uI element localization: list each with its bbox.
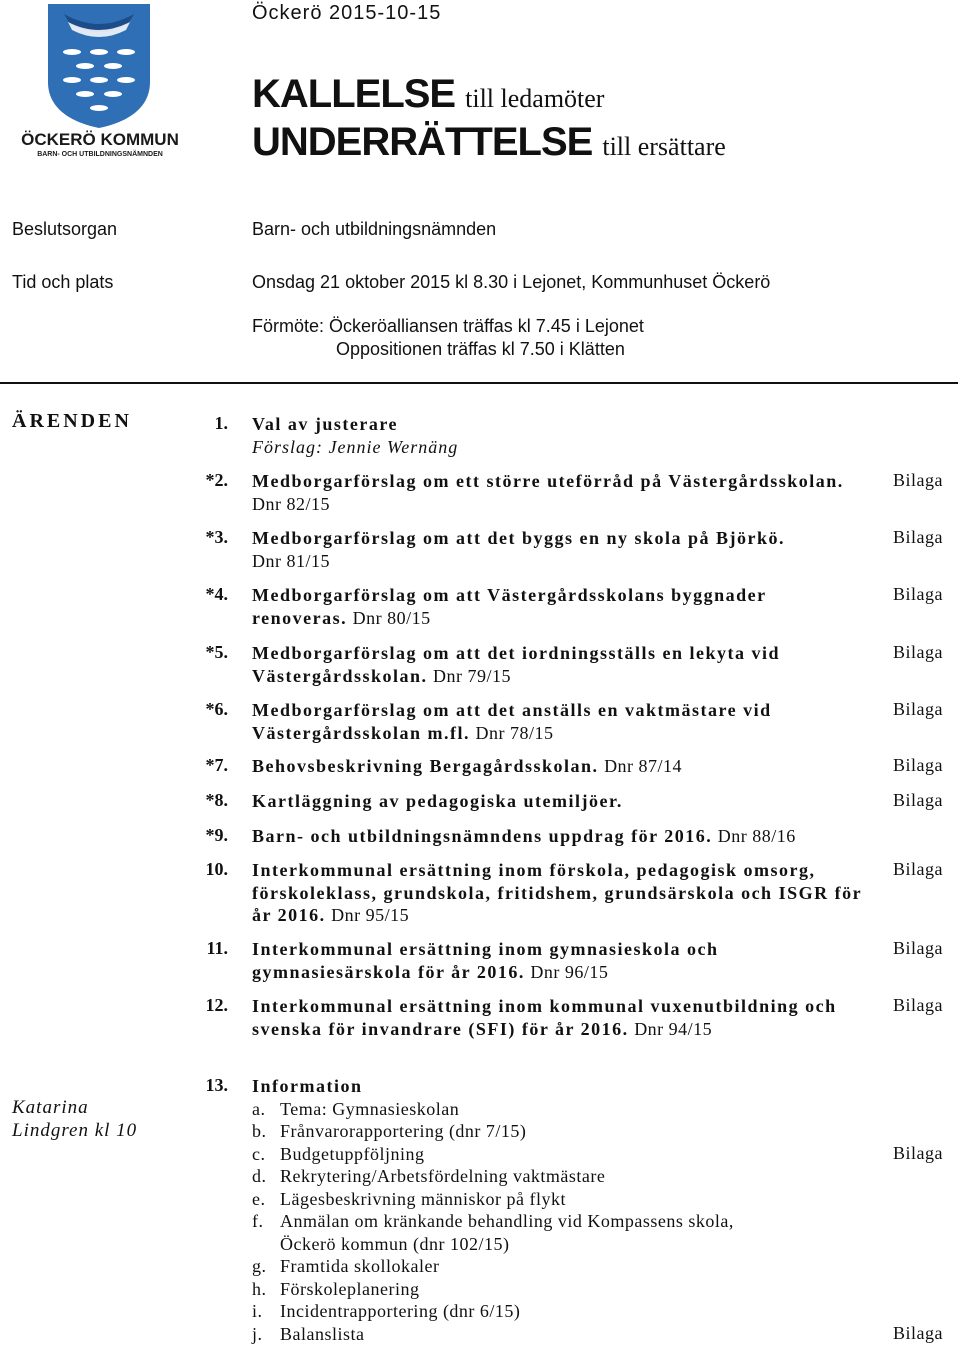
agenda-item-number: *6. <box>205 699 228 719</box>
agenda-item <box>252 642 862 687</box>
agenda-item-number: *5. <box>205 642 228 662</box>
info-subitem-text: Rekrytering/Arbetsfördelning vaktmästare <box>280 1166 606 1186</box>
agenda-item-dnr: Dnr 88/16 <box>717 826 796 846</box>
info-subitem <box>252 1120 526 1143</box>
attachment-label: Bilaga <box>893 938 943 958</box>
presenter-name: Katarina <box>12 1097 89 1118</box>
attachment-label: Bilaga <box>893 699 943 719</box>
agenda-item-title: Medborgarförslag om att Västergårdsskolans byggnader renoveras. <box>252 585 767 628</box>
info-subitem <box>252 1143 425 1166</box>
agenda-item <box>252 825 892 848</box>
agenda-item <box>252 527 862 572</box>
agenda-item-number: 10. <box>205 859 228 879</box>
info-subitem-letter: j. <box>252 1324 263 1344</box>
attachment-label: Bilaga <box>893 790 943 810</box>
info-subitem-text: Budgetuppföljning <box>280 1144 425 1164</box>
document-date: Öckerö 2015-10-15 <box>252 2 442 24</box>
agenda-item-number: 12. <box>205 995 228 1015</box>
agenda-item <box>252 1075 862 1098</box>
agenda-item <box>252 995 862 1040</box>
info-subitem-letter: i. <box>252 1301 263 1321</box>
agenda-item-title: Medborgarförslag om ett större uteförråd på Västergårdsskolan. <box>252 471 844 491</box>
agenda-item <box>252 699 862 744</box>
agenda-item <box>252 859 862 927</box>
premeeting-line-1: Förmöte: Öckeröalliansen träffas kl 7.45 i Lejonet <box>252 316 644 336</box>
agenda-item-dnr: Dnr 80/15 <box>352 607 431 628</box>
info-subitem-text: Balanslista <box>280 1324 365 1344</box>
agenda-heading: ÄRENDEN <box>12 410 132 432</box>
attachment-label: Bilaga <box>893 527 943 547</box>
agenda-item-number: 13. <box>205 1075 228 1095</box>
agenda-item-number: *8. <box>205 790 228 810</box>
agenda-item-dnr: Dnr 78/15 <box>475 722 554 743</box>
info-subitem <box>252 1165 605 1188</box>
presenter-time: Lindgren kl 10 <box>12 1120 138 1141</box>
agenda-item <box>252 938 862 983</box>
info-subitem <box>252 1210 734 1255</box>
info-subitem-letter: h. <box>252 1279 267 1299</box>
agenda-item-number: *3. <box>205 527 228 547</box>
info-subitem-text-block <box>280 1210 734 1255</box>
info-subitem-text: Incidentrapportering (dnr 6/15) <box>280 1301 521 1321</box>
agenda-item-dnr: Dnr 94/15 <box>634 1018 713 1039</box>
agenda-item-number: *9. <box>205 825 228 845</box>
info-subitem <box>252 1255 439 1278</box>
agenda-item-title: Interkommunal ersättning inom gymnasieskola och gymnasiesärskola för år 2016. <box>252 939 719 982</box>
attachment-label: Bilaga <box>893 642 943 662</box>
agenda-item-title: Information <box>252 1076 363 1096</box>
agenda-item-proposal: Förslag: Jennie Wernäng <box>252 436 459 457</box>
info-subitem-letter: d. <box>252 1166 267 1186</box>
attachment-label: Bilaga <box>893 995 943 1015</box>
section-divider <box>0 382 958 384</box>
premeeting-line-2: Oppositionen träffas kl 7.50 i Klätten <box>336 339 625 359</box>
info-subitem-text: Lägesbeskrivning människor på flykt <box>280 1189 566 1209</box>
title-underrattelse <box>252 120 726 165</box>
info-subitem-letter: c. <box>252 1144 266 1164</box>
time-label: Tid och plats <box>12 272 114 292</box>
info-subitem <box>252 1098 459 1121</box>
presenter-note <box>12 1096 137 1142</box>
logo-name: ÖCKERÖ KOMMUN <box>21 130 179 149</box>
attachment-label: Bilaga <box>893 1323 943 1343</box>
info-subitem-text: Anmälan om kränkande behandling vid Kompassens skola, <box>280 1211 734 1231</box>
agenda-item <box>252 755 862 778</box>
agenda-item <box>252 584 862 629</box>
agenda-item-dnr: Dnr 79/15 <box>433 665 512 686</box>
agenda-item-dnr: Dnr 82/15 <box>252 493 330 514</box>
agenda-item-title: Barn- och utbildningsnämndens uppdrag för 2016. <box>252 826 713 846</box>
agenda-item-title: Interkommunal ersättning inom förskola, pedagogisk omsorg, förskoleklass, grundskola, fritidshem, grundsärskola och ISGR för år 2016. <box>252 860 862 925</box>
agenda-item-title: Medborgarförslag om att det iordningsställs en lekyta vid Västergårdsskolan. <box>252 643 780 686</box>
info-subitem <box>252 1188 566 1211</box>
agenda-item <box>252 470 862 515</box>
info-subitem-text: Framtida skollokaler <box>280 1256 440 1276</box>
title-underrattelse-main: UNDERRÄTTELSE <box>252 120 593 164</box>
municipality-logo <box>10 0 190 160</box>
agenda-item-dnr: Dnr 87/14 <box>604 756 683 776</box>
attachment-label: Bilaga <box>893 755 943 775</box>
info-subitem-text-continued: Öckerö kommun (dnr 102/15) <box>280 1233 510 1254</box>
info-subitem-letter: f. <box>252 1211 264 1231</box>
title-underrattelse-suffix: till ersättare <box>602 132 726 161</box>
agenda-item-number: *4. <box>205 584 228 604</box>
organ-value: Barn- och utbildningsnämnden <box>252 219 497 239</box>
info-subitem-letter: e. <box>252 1189 266 1209</box>
info-subitem-letter: a. <box>252 1099 266 1119</box>
info-subitem-letter: b. <box>252 1121 267 1141</box>
title-kallelse-main: KALLELSE <box>252 72 456 116</box>
attachment-label: Bilaga <box>893 1143 943 1163</box>
agenda-item-title: Behovsbeskrivning Bergagårdsskolan. <box>252 756 599 776</box>
attachment-label: Bilaga <box>893 584 943 604</box>
agenda-item-dnr: Dnr 81/15 <box>252 550 330 571</box>
info-subitem-letter: g. <box>252 1256 267 1276</box>
info-subitem-text: Frånvarorapportering (dnr 7/15) <box>280 1121 527 1141</box>
title-kallelse-suffix: till ledamöter <box>465 84 605 113</box>
agenda-item-title: Medborgarförslag om att det anställs en vaktmästare vid Västergårdsskolan m.fl. <box>252 700 772 743</box>
agenda-item-number: *7. <box>205 755 228 775</box>
time-value: Onsdag 21 oktober 2015 kl 8.30 i Lejonet, Kommunhuset Öckerö <box>252 272 771 292</box>
agenda-item-title: Val av justerare <box>252 414 398 434</box>
info-subitem <box>252 1278 419 1301</box>
agenda-item-title: Medborgarförslag om att det byggs en ny skola på Björkö. <box>252 528 785 548</box>
agenda-item-number: 11. <box>206 938 228 958</box>
agenda-item-dnr: Dnr 96/15 <box>530 961 609 982</box>
logo-subtitle: BARN- OCH UTBILDNINGSNÄMNDEN <box>37 151 163 158</box>
agenda-item <box>252 413 862 458</box>
attachment-label: Bilaga <box>893 470 943 490</box>
info-subitem <box>252 1323 365 1346</box>
info-subitem-text: Förskoleplanering <box>280 1279 420 1299</box>
agenda-item-number: 1. <box>214 413 228 433</box>
info-subitem <box>252 1300 520 1323</box>
agenda-item-title: Interkommunal ersättning inom kommunal vuxenutbildning och svenska för invandrare (SFI) för år 2016. <box>252 996 837 1039</box>
agenda-item-number: *2. <box>205 470 228 490</box>
info-subitem-text: Tema: Gymnasieskolan <box>280 1099 460 1119</box>
title-kallelse <box>252 72 604 117</box>
agenda-item <box>252 790 862 813</box>
organ-label: Beslutsorgan <box>12 219 118 239</box>
agenda-item-title: Kartläggning av pedagogiska utemiljöer. <box>252 791 623 811</box>
coat-of-arms-icon <box>10 0 190 160</box>
agenda-item-dnr: Dnr 95/15 <box>331 905 410 925</box>
attachment-label: Bilaga <box>893 859 943 879</box>
